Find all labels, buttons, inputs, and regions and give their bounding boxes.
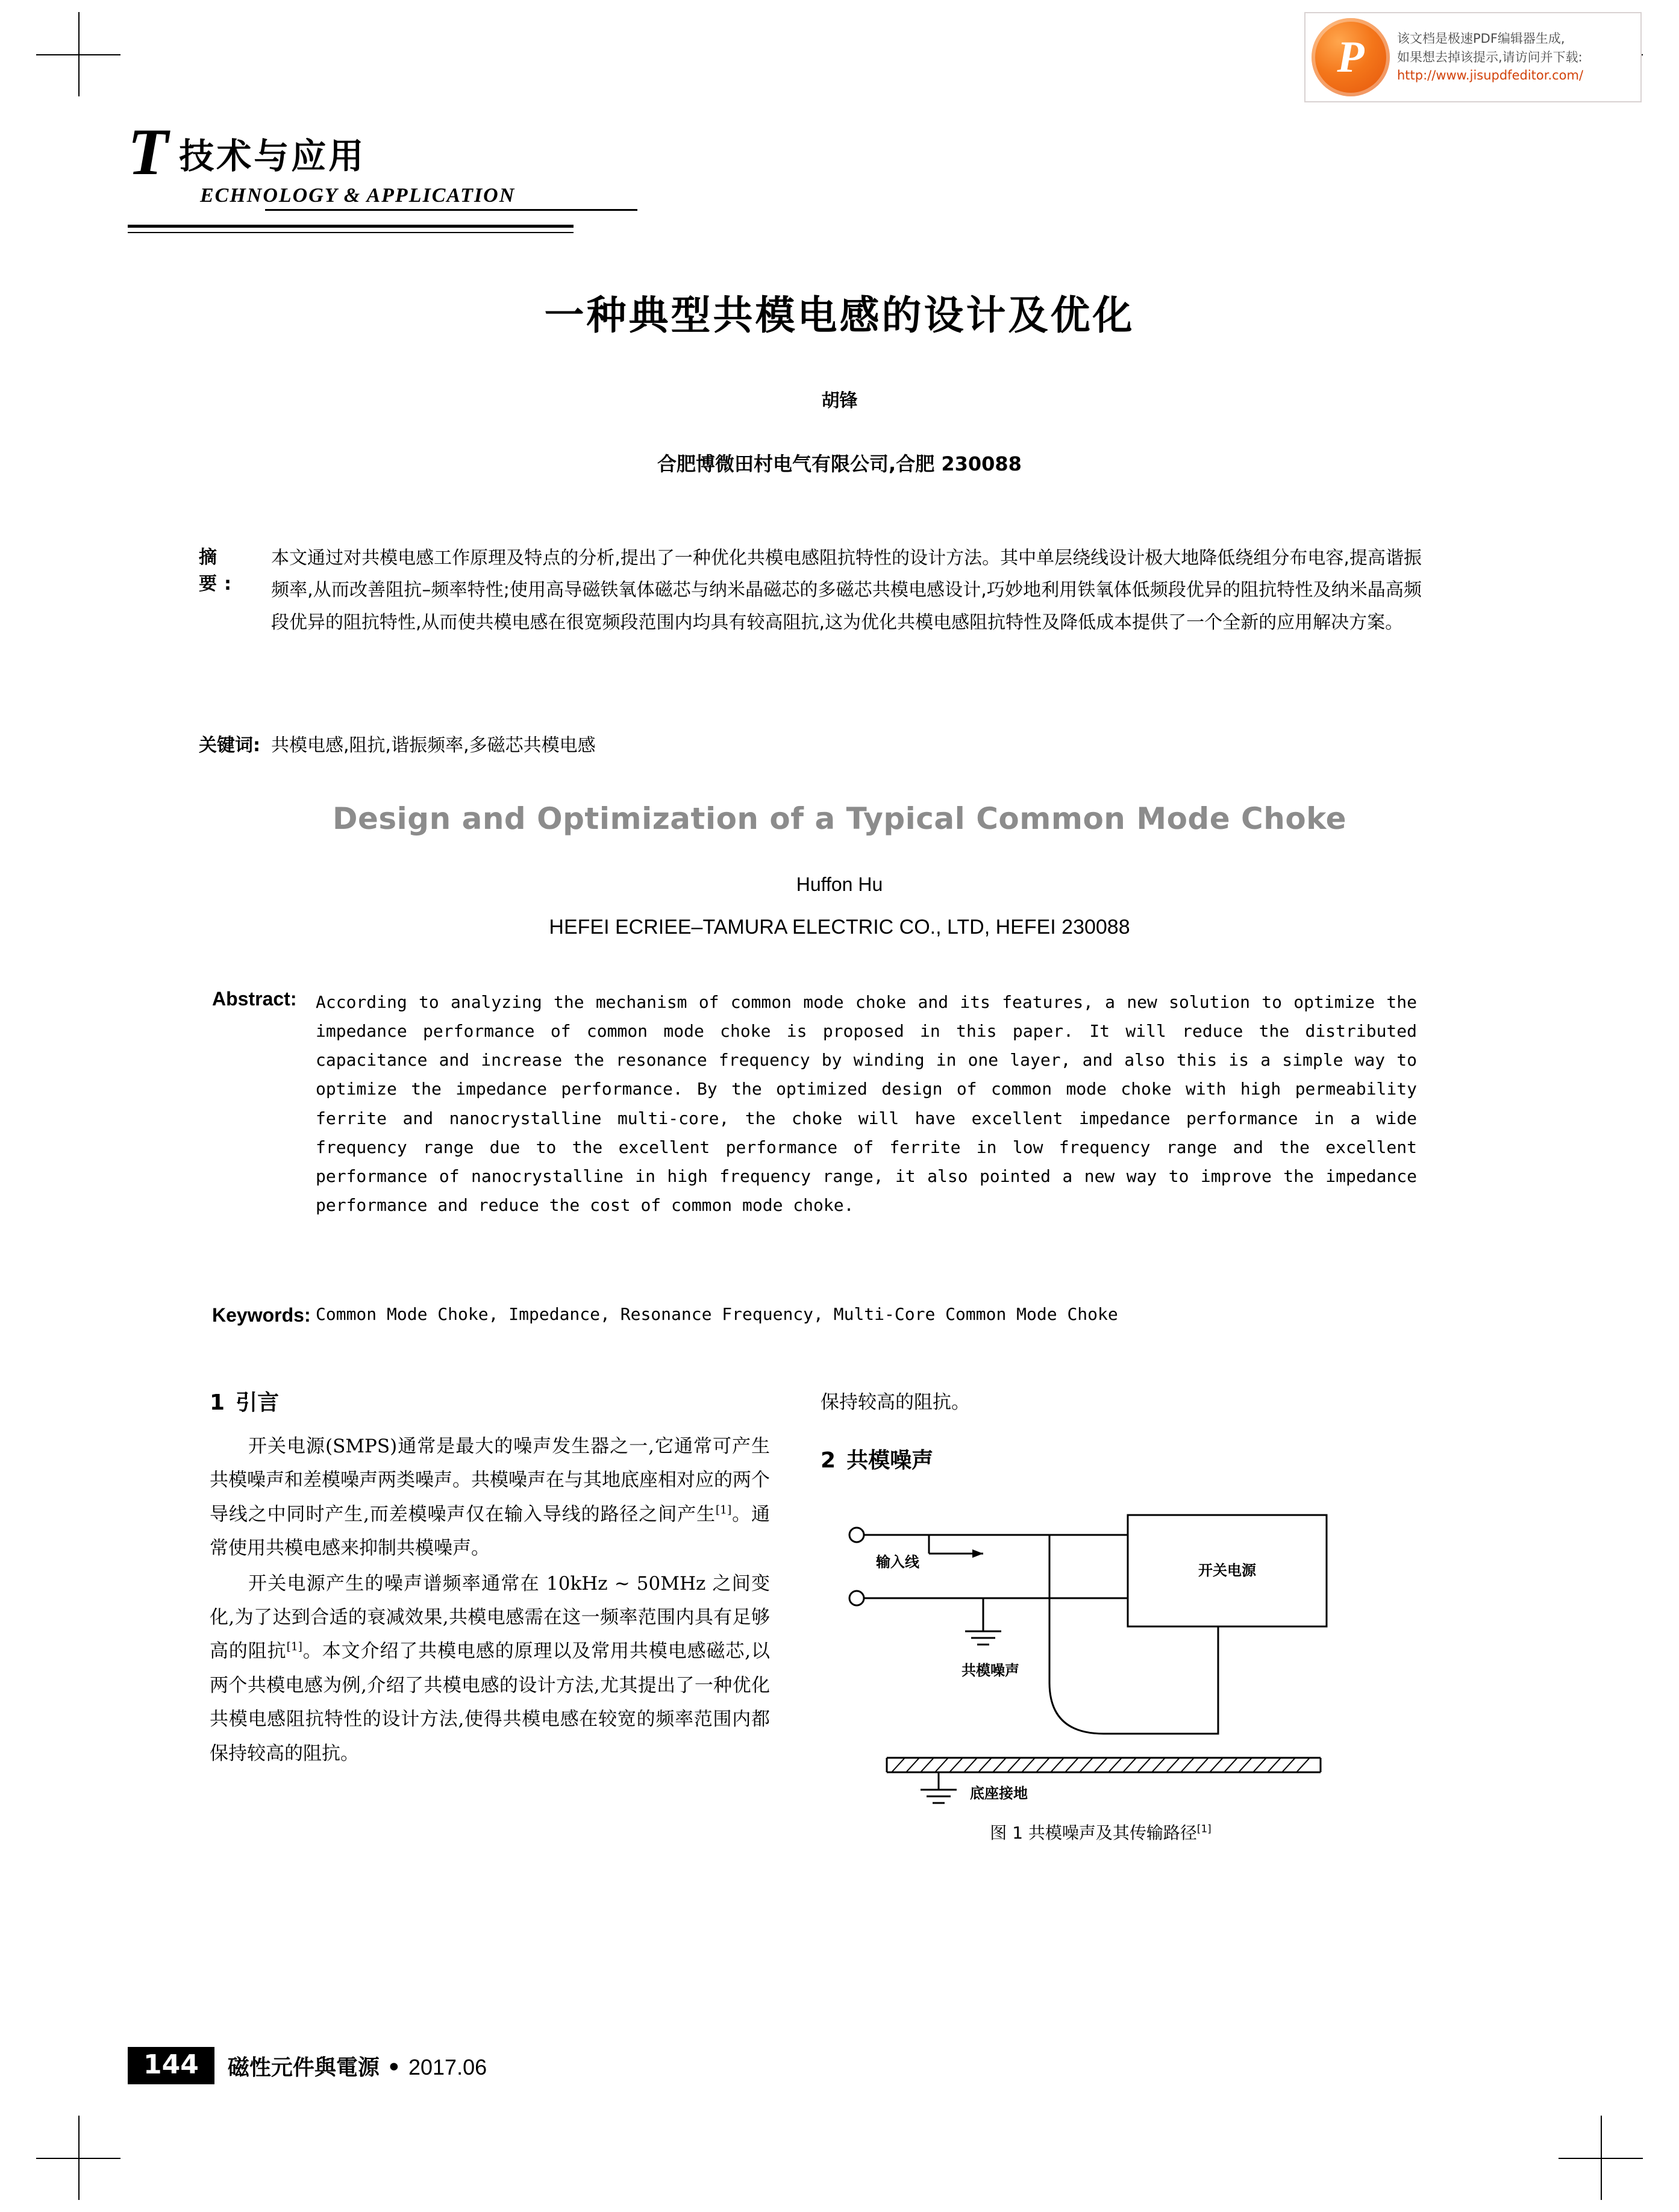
figure-1-diagram — [821, 1502, 1381, 1809]
footer-journal-line — [228, 2051, 487, 2081]
section-heading-1 — [210, 1386, 770, 1416]
watermark-line-2: 如果想去掉该提示,请访问并下载: — [1397, 49, 1583, 64]
figure-1-label-input: 输入线 — [876, 1554, 919, 1571]
paragraph-2-a: 开关电源产生的噪声谱频率通常在 10kHz ~ 50MHz 之间变化,为了达到合适的衰减效果,共模电感需在这一频率范围内具有足够高的阻抗 — [210, 1572, 770, 1663]
section-1-title: 引言 — [236, 1390, 280, 1415]
section-heading-2 — [821, 1443, 1381, 1474]
watermark-link[interactable]: http://www.jisupdfeditor.com/ — [1397, 68, 1584, 83]
abstract-en-body: According to analyzing the mechanism of common mode choke and its features, a new solution to optimize the impedance performance of common mode choke is proposed in this paper. It will reduce the distributed capacitance and increase the resonance frequency by winding in one layer, and also this is a simple way to optimize the impedance performance. By the optimized design of common mode choke with high permeability ferrite and nanocrystalline multi-core, the choke will have excellent impedance performance in a wide frequency range due to the excellent performance of ferrite in low frequency range and the excellent performance of nanocrystalline in high frequency range, it also pointed a new way to improve the impedance performance and reduce the cost of common mode choke. — [316, 992, 1417, 1216]
abstract-cn — [199, 542, 1422, 639]
pdf-editor-logo-letter: P — [1337, 32, 1365, 82]
header-rule-thin — [128, 232, 574, 233]
abstract-cn-body: 本文通过对共模电感工作原理及特点的分析,提出了一种优化共模电感阻抗特性的设计方法。其中单层绕线设计极大地降低绕组分布电容,提高谐振频率,从而改善阻抗–频率特性;使用高导磁铁氧体磁芯与纳米晶磁芯的多磁芯共模电感设计,巧妙地利用铁氧体低频段优异的阻抗特性及纳米晶高频段优异的阻抗特性,从而使共模电感在很宽频段范围内均具有较高阻抗,这为优化共模电感阻抗特性及降低成本提供了一个全新的应用解决方案。 — [271, 548, 1422, 633]
figure-1-caption-ref: [1] — [1196, 1823, 1212, 1836]
paragraph-1-b: 。通常使用共模电感来抑制共模噪声。 — [210, 1503, 770, 1560]
author-cn: 胡锋 — [821, 390, 858, 411]
paragraph-1 — [210, 1429, 770, 1566]
paragraph-2 — [210, 1567, 770, 1770]
crop-mark-bottom-left — [36, 2116, 120, 2200]
keywords-cn-label: 关键词: — [199, 735, 260, 756]
column-header-banner — [128, 115, 574, 207]
pdf-editor-watermark — [1304, 12, 1642, 102]
figure-1-label-ground: 底座接地 — [970, 1785, 1028, 1802]
crop-mark-bottom-right — [1559, 2116, 1643, 2200]
page-footer — [128, 2047, 487, 2084]
abstract-en — [212, 988, 1417, 1220]
header-badge-letter: T — [128, 115, 169, 189]
abstract-en-label: Abstract: — [212, 988, 297, 1010]
keywords-en-label: Keywords: — [212, 1304, 311, 1326]
keywords-en-body: Common Mode Choke, Impedance, Resonance Frequency, Multi-Core Common Mode Choke — [316, 1304, 1118, 1324]
keywords-cn — [199, 730, 1422, 757]
figure-1-label-smps: 开关电源 — [1198, 1562, 1256, 1579]
paragraph-1-ref: [1] — [715, 1504, 732, 1517]
body-column-left — [210, 1386, 770, 1772]
abstract-cn-label: 摘 要: — [199, 547, 239, 595]
header-title-cn: 技术与应用 — [179, 135, 366, 177]
author-en: Huffon Hu — [796, 873, 883, 895]
header-rule-thick — [128, 225, 574, 228]
paragraph-2-ref: [1] — [286, 1641, 302, 1654]
footer-journal-name: 磁性元件與電源 — [227, 2055, 380, 2080]
figure-1-label-cm-noise: 共模噪声 — [961, 1662, 1019, 1679]
page-number: 144 — [128, 2047, 214, 2084]
paragraph-2-b: 。本文介绍了共模电感的原理以及常用共模电感磁芯,以两个共模电感为例,介绍了共模电感的设计方法,尤其提出了一种优化共模电感阻抗特性的设计方法,使得共模电感在较宽的频率范围内都保持较高的阻抗。 — [210, 1640, 770, 1764]
section-2-number: 2 — [821, 1448, 836, 1473]
keywords-en — [212, 1304, 1417, 1326]
figure-1-caption-text: 图 1 共模噪声及其传输路径 — [990, 1823, 1197, 1843]
watermark-line-1: 该文档是极速PDF编辑器生成, — [1397, 31, 1565, 46]
body-column-right — [821, 1386, 1381, 1843]
paragraph-1-a: 开关电源(SMPS)通常是最大的噪声发生器之一,它通常可产生共模噪声和差模噪声两类噪声。共模噪声在与其地底座相对应的两个导线之中同时产生,而差模噪声仅在输入导线的路径之间产生 — [210, 1436, 770, 1525]
pdf-editor-logo-icon — [1312, 18, 1390, 96]
header-title-en: ECHNOLOGY & APPLICATION — [200, 184, 516, 207]
footer-separator: • — [387, 2055, 401, 2080]
figure-1 — [821, 1502, 1381, 1843]
page-title-en: Design and Optimization of a Typical Common Mode Choke — [332, 801, 1346, 836]
page-title: 一种典型共模电感的设计及优化 — [544, 292, 1135, 339]
keywords-cn-body: 共模电感,阻抗,谐振频率,多磁芯共模电感 — [271, 735, 596, 756]
footer-issue-date: 2017.06 — [408, 2054, 487, 2079]
section-1-number: 1 — [210, 1390, 225, 1415]
crop-mark-top-left — [36, 12, 120, 96]
paragraph-continued: 保持较高的阻抗。 — [821, 1392, 970, 1413]
affiliation-cn: 合肥博微田村电气有限公司,合肥 230088 — [657, 452, 1022, 475]
section-2-title: 共模噪声 — [846, 1448, 934, 1473]
header-underline — [265, 209, 637, 211]
figure-1-caption — [821, 1820, 1381, 1844]
affiliation-en: HEFEI ECRIEE–TAMURA ELECTRIC CO., LTD, HEFEI 230088 — [549, 916, 1130, 939]
